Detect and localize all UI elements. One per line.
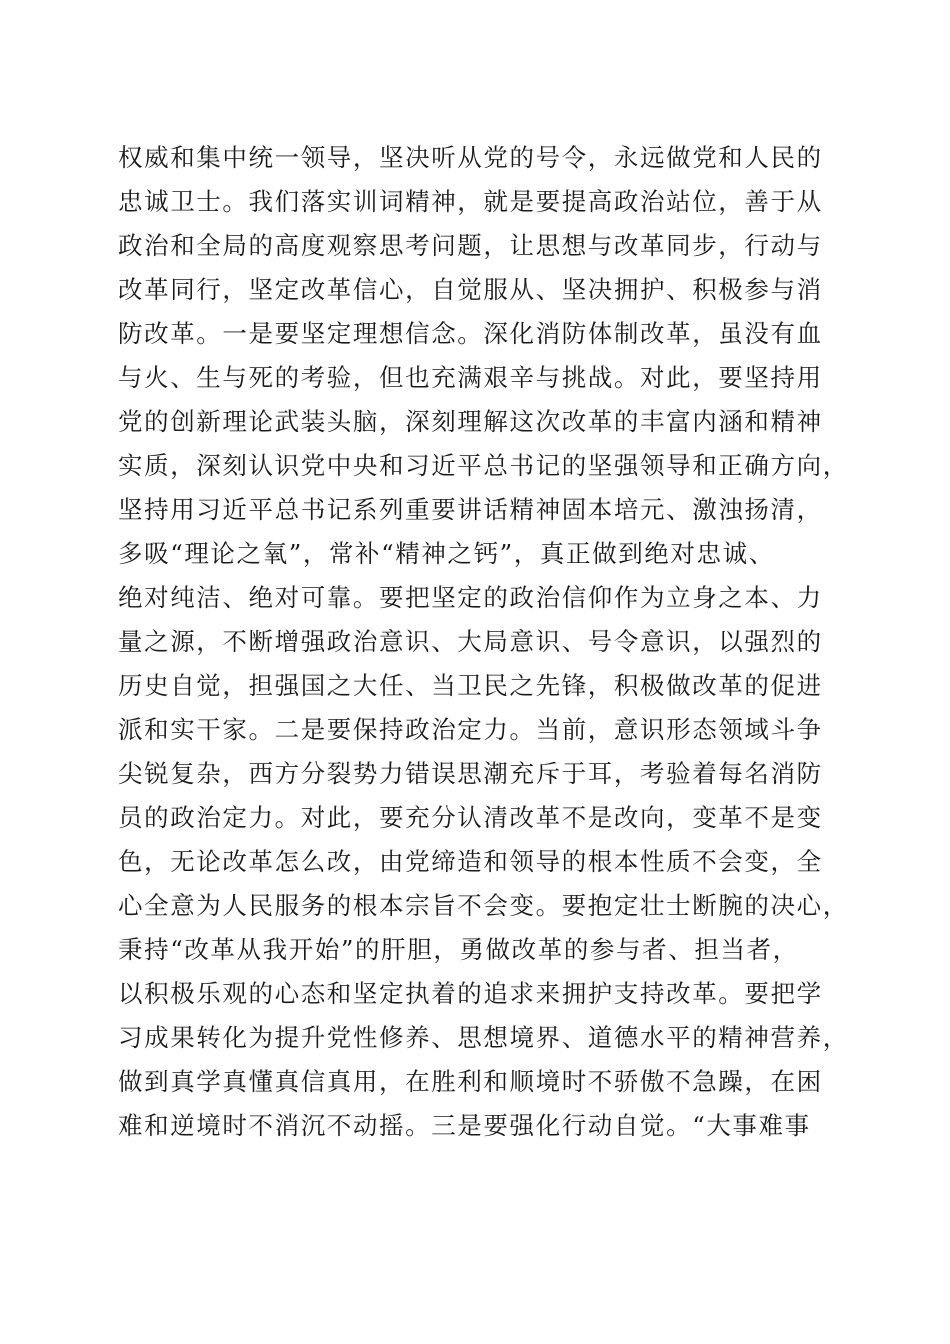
- text-line: 实质，深刻认识党中央和习近平总书记的坚强领导和正确方向，: [118, 451, 849, 480]
- text-line: 派和实干家。二是要保持政治定力。当前，意识形态领域斗争: [118, 715, 823, 744]
- text-line: 党的创新理论武装头脑，深刻理解这次改革的丰富内涵和精神: [118, 407, 823, 436]
- text-line: 改革同行，坚定改革信心，自觉服从、坚决拥护、积极参与消: [118, 275, 823, 304]
- text-line: 员的政治定力。对此，要充分认清改革不是改向，变革不是变: [118, 803, 823, 832]
- text-line: 量之源，不断增强政治意识、大局意识、号令意识，以强烈的: [118, 627, 823, 656]
- text-line: 政治和全局的高度观察思考问题，让思想与改革同步，行动与: [118, 231, 823, 260]
- text-line: 绝对纯洁、绝对可靠。要把坚定的政治信仰作为立身之本、力: [118, 583, 823, 612]
- text-line: 防改革。一是要坚定理想信念。深化消防体制改革，虽没有血: [118, 319, 823, 348]
- text-line: 尖锐复杂，西方分裂势力错误思潮充斥于耳，考验着每名消防: [118, 759, 823, 788]
- body-paragraph: [118, 136, 849, 1148]
- text-line: 历史自觉，担强国之大任、当卫民之先锋，积极做改革的促进: [118, 671, 823, 700]
- text-line: 习成果转化为提升党性修养、思想境界、道德水平的精神营养，: [118, 1023, 849, 1052]
- text-line: 坚持用习近平总书记系列重要讲话精神固本培元、激浊扬清，: [118, 495, 823, 524]
- text-line: 权威和集中统一领导，坚决听从党的号令，永远做党和人民的: [118, 143, 823, 172]
- text-line: 做到真学真懂真信真用，在胜利和顺境时不骄傲不急躁，在困: [118, 1067, 823, 1096]
- text-line: 色，无论改革怎么改，由党缔造和领导的根本性质不会变，全: [118, 847, 823, 876]
- text-line: 多吸“理论之氧”，常补“精神之钙”，真正做到绝对忠诚、: [118, 539, 775, 568]
- text-line: 难和逆境时不消沉不动摇。三是要强化行动自觉。“大事难事: [118, 1111, 811, 1140]
- text-line: 以积极乐观的心态和坚定执着的追求来拥护支持改革。要把学: [118, 979, 823, 1008]
- text-line: 忠诚卫士。我们落实训词精神，就是要提高政治站位，善于从: [118, 187, 823, 216]
- text-line: 秉持“改革从我开始”的肝胆，勇做改革的参与者、担当者，: [118, 935, 799, 964]
- text-line: 与火、生与死的考验，但也充满艰辛与挑战。对此，要坚持用: [118, 363, 823, 392]
- text-line: 心全意为人民服务的根本宗旨不会变。要抱定壮士断腕的决心，: [118, 891, 849, 920]
